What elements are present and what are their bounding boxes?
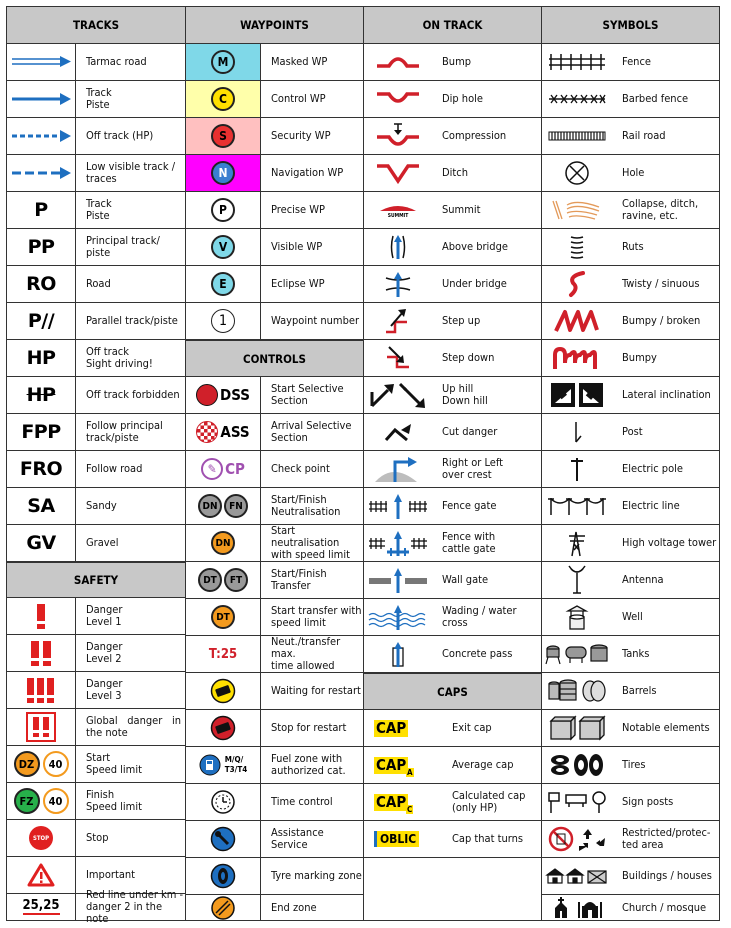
cap-row bbox=[363, 710, 542, 747]
track-label: Gravel bbox=[86, 536, 119, 549]
safety-label: Danger Level 1 bbox=[86, 603, 123, 628]
wrench-icon bbox=[186, 821, 261, 857]
step-up-icon bbox=[364, 303, 432, 339]
waypoint-label: Visible WP bbox=[271, 240, 323, 253]
track-code: GV bbox=[26, 532, 56, 554]
symbol-row bbox=[541, 895, 720, 921]
track-label: Off track (HP) bbox=[86, 129, 154, 142]
control-label: Check point bbox=[271, 462, 330, 475]
symbol-row bbox=[541, 599, 720, 636]
header-tracks: TRACKS bbox=[6, 6, 186, 44]
cap-code: CAP bbox=[376, 792, 407, 811]
waypoint-code: V bbox=[211, 235, 235, 259]
symbol-row bbox=[541, 784, 720, 821]
waypoint-label: Security WP bbox=[271, 129, 331, 142]
track-row bbox=[6, 377, 186, 414]
control-label: Start neutralisation with speed limit bbox=[271, 524, 350, 561]
wall-gate-icon bbox=[364, 562, 432, 598]
track-code: FRO bbox=[19, 458, 63, 480]
track-label: Parallel track/piste bbox=[86, 314, 178, 327]
symbol-row bbox=[541, 414, 720, 451]
on-track-row bbox=[363, 155, 542, 192]
control-label: Start/Finish Neutralisation bbox=[271, 493, 341, 518]
cap-row: CAP C Calculated cap (only HP) bbox=[363, 784, 542, 821]
symbol-row bbox=[541, 303, 720, 340]
symbol-row bbox=[541, 673, 720, 710]
control-row bbox=[185, 451, 364, 488]
safety-row bbox=[6, 635, 186, 672]
header-controls: CONTROLS bbox=[185, 340, 364, 377]
control-row bbox=[185, 784, 364, 821]
time-control-icon bbox=[186, 784, 261, 820]
on-track-label: Under bridge bbox=[442, 277, 507, 290]
off-track-arrow-icon bbox=[7, 118, 76, 154]
safety-row bbox=[6, 820, 186, 857]
track-row bbox=[6, 488, 186, 525]
transfer-icon: DT FT bbox=[186, 562, 261, 598]
waypoint-row bbox=[185, 118, 364, 155]
church-mosque-icon bbox=[542, 895, 612, 920]
track-row bbox=[6, 155, 186, 192]
up-down-hill-icon bbox=[364, 377, 432, 413]
on-track-row bbox=[363, 599, 542, 636]
control-label: Start Selective Section bbox=[271, 382, 344, 407]
symbol-label: Collapse, ditch, ravine, etc. bbox=[622, 197, 699, 222]
track-code: SA bbox=[27, 495, 55, 517]
track-row bbox=[6, 44, 186, 81]
on-track-row bbox=[363, 81, 542, 118]
control-row bbox=[185, 895, 364, 921]
symbol-label: Restricted/protec- ted area bbox=[622, 826, 711, 851]
column-symbols bbox=[541, 6, 720, 921]
safety-label: Important bbox=[86, 868, 136, 881]
control-label: Time control bbox=[271, 795, 333, 808]
on-track-row bbox=[363, 192, 542, 229]
cap-label: Exit cap bbox=[452, 721, 492, 734]
track-row bbox=[6, 229, 186, 266]
symbol-row bbox=[541, 636, 720, 673]
symbol-row bbox=[541, 192, 720, 229]
on-track-label: Compression bbox=[442, 129, 507, 142]
tyre-icon bbox=[186, 858, 261, 894]
well-icon bbox=[542, 599, 612, 635]
control-row bbox=[185, 414, 364, 451]
on-track-row bbox=[363, 488, 542, 525]
waypoint-row bbox=[185, 155, 364, 192]
safety-label: Danger Level 3 bbox=[86, 677, 123, 702]
track-label: Sandy bbox=[86, 499, 117, 512]
header-symbols: SYMBOLS bbox=[541, 6, 720, 44]
notable-elements-icon bbox=[542, 710, 612, 746]
antenna-icon bbox=[542, 562, 612, 598]
on-track-row bbox=[363, 451, 542, 488]
safety-row bbox=[6, 672, 186, 709]
control-row bbox=[185, 821, 364, 858]
symbol-label: Tires bbox=[622, 758, 646, 771]
hole-icon bbox=[542, 155, 612, 191]
on-track-label: Ditch bbox=[442, 166, 468, 179]
global-danger-icon bbox=[7, 709, 76, 745]
cap-label: Cap that turns bbox=[452, 832, 524, 845]
neutralisation-icon: DN FN bbox=[186, 488, 261, 524]
symbol-row bbox=[541, 155, 720, 192]
rail-road-icon bbox=[542, 118, 612, 154]
on-track-label: Bump bbox=[442, 55, 471, 68]
water-cross-icon bbox=[364, 599, 432, 635]
danger-level-2-icon bbox=[7, 635, 76, 671]
track-row bbox=[6, 303, 186, 340]
tarmac-road-icon bbox=[7, 44, 76, 80]
track-code: P bbox=[34, 199, 48, 221]
bumpy-broken-icon bbox=[542, 303, 612, 339]
track-row bbox=[6, 525, 186, 562]
safety-label: Danger Level 2 bbox=[86, 640, 123, 665]
on-track-row bbox=[363, 377, 542, 414]
track-row bbox=[6, 414, 186, 451]
transfer-speed-icon: DT bbox=[186, 599, 261, 635]
track-label: Off track forbidden bbox=[86, 388, 180, 401]
track-code-forbidden: HP bbox=[26, 384, 56, 406]
track-row bbox=[6, 266, 186, 303]
waypoint-label: Control WP bbox=[271, 92, 326, 105]
symbol-label: Notable elements bbox=[622, 721, 710, 734]
symbol-row bbox=[541, 229, 720, 266]
symbol-label: Well bbox=[622, 610, 643, 623]
waypoint-label: Precise WP bbox=[271, 203, 326, 216]
on-track-label: Dip hole bbox=[442, 92, 483, 105]
collapse-ravine-icon bbox=[542, 192, 612, 228]
step-down-icon bbox=[364, 340, 432, 376]
symbol-row bbox=[541, 377, 720, 414]
header-on-track: ON TRACK bbox=[363, 6, 542, 44]
post-icon bbox=[542, 414, 612, 450]
on-track-row bbox=[363, 636, 542, 673]
waypoint-code: P bbox=[211, 198, 235, 222]
legend-table bbox=[6, 6, 720, 925]
symbol-label: Ruts bbox=[622, 240, 644, 253]
electric-line-icon bbox=[542, 488, 612, 524]
safety-row bbox=[6, 709, 186, 746]
barrels-icon bbox=[542, 673, 612, 709]
high-voltage-tower-icon bbox=[542, 525, 612, 561]
symbol-row bbox=[541, 747, 720, 784]
track-label: Follow principal track/piste bbox=[86, 419, 163, 444]
over-crest-icon bbox=[364, 451, 432, 487]
track-code: RO bbox=[26, 273, 56, 295]
compression-icon bbox=[364, 118, 432, 154]
symbol-label: Twisty / sinuous bbox=[622, 277, 700, 290]
control-label: Fuel zone with authorized cat. bbox=[271, 752, 346, 777]
control-label: Stop for restart bbox=[271, 721, 347, 734]
symbol-row bbox=[541, 266, 720, 303]
track-label: Track Piste bbox=[86, 86, 112, 111]
start-speed-limit-icon: DZ 40 bbox=[7, 746, 76, 782]
track-row bbox=[6, 192, 186, 229]
track-label: Road bbox=[86, 277, 111, 290]
on-track-row bbox=[363, 266, 542, 303]
safety-row bbox=[6, 746, 186, 783]
track-row bbox=[6, 118, 186, 155]
symbol-label: Electric line bbox=[622, 499, 680, 512]
low-visible-track-arrow-icon bbox=[7, 155, 76, 191]
ditch-icon bbox=[364, 155, 432, 191]
control-row bbox=[185, 636, 364, 673]
waypoint-code: C bbox=[211, 87, 235, 111]
safety-label: Global danger in the note bbox=[86, 714, 181, 739]
symbol-row bbox=[541, 81, 720, 118]
symbol-label: Buildings / houses bbox=[622, 869, 712, 882]
on-track-label: Fence with cattle gate bbox=[442, 530, 496, 555]
control-row bbox=[185, 562, 364, 599]
safety-label: Red line under km - danger 2 in the note bbox=[86, 888, 184, 925]
waypoint-label: Navigation WP bbox=[271, 166, 344, 179]
symbol-label: Barrels bbox=[622, 684, 657, 697]
control-label: Assistance Service bbox=[271, 826, 324, 851]
oblic-code: OBLIC bbox=[374, 831, 419, 847]
on-track-label: Cut danger bbox=[442, 425, 498, 438]
concrete-pass-icon bbox=[364, 636, 432, 672]
red-underline-km: 25,25 bbox=[22, 898, 60, 913]
on-track-label: Step up bbox=[442, 314, 481, 327]
symbol-row bbox=[541, 525, 720, 562]
symbol-label: Post bbox=[622, 425, 643, 438]
control-row bbox=[185, 377, 364, 414]
cap-code: CAP bbox=[376, 718, 407, 737]
cut-danger-icon bbox=[364, 414, 432, 450]
on-track-label: Above bridge bbox=[442, 240, 508, 253]
fuel-zone-icon: M/Q/ T3/T4 bbox=[186, 747, 261, 783]
symbol-label: Antenna bbox=[622, 573, 664, 586]
control-row bbox=[185, 710, 364, 747]
track-label: Tarmac road bbox=[86, 55, 147, 68]
track-code: PP bbox=[27, 236, 55, 258]
cattle-gate-icon bbox=[364, 525, 432, 561]
bump-icon bbox=[364, 44, 432, 80]
control-label: Start transfer with speed limit bbox=[271, 604, 362, 629]
safety-label: Start Speed limit bbox=[86, 751, 142, 776]
symbol-row bbox=[541, 118, 720, 155]
track-code: P// bbox=[27, 310, 55, 332]
waypoint-label: Waypoint number bbox=[271, 314, 360, 327]
ass-icon: ASS bbox=[186, 414, 261, 450]
fence-icon bbox=[542, 44, 612, 80]
symbol-row bbox=[541, 821, 720, 858]
waypoint-row bbox=[185, 192, 364, 229]
symbol-label: Bumpy / broken bbox=[622, 314, 701, 327]
symbol-label: Barbed fence bbox=[622, 92, 689, 105]
barbed-fence-icon bbox=[542, 81, 612, 117]
waypoint-row bbox=[185, 266, 364, 303]
symbol-label: Church / mosque bbox=[622, 900, 707, 914]
waypoint-code: 1 bbox=[211, 309, 235, 333]
ruts-icon bbox=[542, 229, 612, 265]
header-caps: CAPS bbox=[363, 673, 542, 710]
on-track-label: Fence gate bbox=[442, 499, 497, 512]
control-label: Start/Finish Transfer bbox=[271, 567, 327, 592]
cap-label: Average cap bbox=[452, 758, 514, 771]
safety-row bbox=[6, 598, 186, 635]
control-label: Neut./transfer max. time allowed bbox=[271, 635, 341, 672]
on-track-label: Up hill Down hill bbox=[442, 382, 488, 407]
symbol-row bbox=[541, 562, 720, 599]
sign-posts-icon bbox=[542, 784, 612, 820]
symbol-label: Lateral inclination bbox=[622, 388, 711, 401]
on-track-row bbox=[363, 44, 542, 81]
fence-gate-icon bbox=[364, 488, 432, 524]
on-track-label: Summit bbox=[442, 203, 481, 216]
symbol-row bbox=[541, 858, 720, 895]
on-track-row bbox=[363, 118, 542, 155]
cap-row: CAP A Average cap bbox=[363, 747, 542, 784]
bumpy-icon bbox=[542, 340, 612, 376]
column-tracks bbox=[6, 6, 186, 925]
warning-triangle-icon bbox=[7, 857, 76, 893]
on-track-row bbox=[363, 562, 542, 599]
control-label: Waiting for restart bbox=[271, 684, 361, 697]
track-label: Principal track/ piste bbox=[86, 234, 160, 259]
symbol-row bbox=[541, 710, 720, 747]
on-track-row bbox=[363, 229, 542, 266]
track-label: Follow road bbox=[86, 462, 143, 475]
on-track-row bbox=[363, 525, 542, 562]
on-track-row bbox=[363, 340, 542, 377]
dip-hole-icon bbox=[364, 81, 432, 117]
symbol-label: Hole bbox=[622, 166, 645, 179]
waiting-restart-icon bbox=[186, 673, 261, 709]
symbol-label: Electric pole bbox=[622, 462, 683, 475]
on-track-label: Step down bbox=[442, 351, 495, 364]
waypoint-code: E bbox=[211, 272, 235, 296]
cap-label: Calculated cap (only HP) bbox=[452, 789, 526, 814]
safety-label: Finish Speed limit bbox=[86, 788, 142, 813]
check-point-icon: ✎ CP bbox=[186, 451, 261, 487]
safety-label: Stop bbox=[86, 831, 109, 844]
control-row bbox=[185, 599, 364, 636]
symbol-row bbox=[541, 44, 720, 81]
empty-cell bbox=[363, 858, 542, 921]
danger-level-1-icon bbox=[7, 598, 76, 634]
symbol-row bbox=[541, 488, 720, 525]
on-track-label: Wading / water cross bbox=[442, 604, 517, 629]
safety-row bbox=[6, 783, 186, 820]
stop-restart-icon bbox=[186, 710, 261, 746]
on-track-label: Wall gate bbox=[442, 573, 489, 586]
header-waypoints: WAYPOINTS bbox=[185, 6, 364, 44]
track-arrow-icon bbox=[7, 81, 76, 117]
under-bridge-icon bbox=[364, 266, 432, 302]
lateral-inclination-icon bbox=[542, 377, 612, 413]
track-row bbox=[6, 451, 186, 488]
above-bridge-icon bbox=[364, 229, 432, 265]
electric-pole-icon bbox=[542, 451, 612, 487]
waypoint-row bbox=[185, 44, 364, 81]
summit-icon: SUMMIT bbox=[364, 192, 432, 228]
control-row bbox=[185, 488, 364, 525]
column-on-track bbox=[363, 6, 542, 921]
twisty-icon bbox=[542, 266, 612, 302]
control-label: Tyre marking zone bbox=[271, 869, 362, 882]
cap-code: CAP bbox=[376, 755, 407, 774]
waypoint-label: Eclipse WP bbox=[271, 277, 325, 290]
dss-icon: DSS bbox=[186, 377, 261, 413]
symbol-label: Sign posts bbox=[622, 795, 674, 808]
end-zone-icon bbox=[186, 895, 261, 920]
restricted-area-icon bbox=[542, 821, 612, 857]
track-row bbox=[6, 81, 186, 118]
waypoint-code: M bbox=[211, 50, 235, 74]
track-row bbox=[6, 340, 186, 377]
finish-speed-limit-icon: FZ 40 bbox=[7, 783, 76, 819]
symbol-row bbox=[541, 451, 720, 488]
track-label: Off track Sight driving! bbox=[86, 345, 153, 370]
symbol-label: Bumpy bbox=[622, 351, 657, 364]
control-row bbox=[185, 858, 364, 895]
control-row bbox=[185, 747, 364, 784]
waypoint-row bbox=[185, 303, 364, 340]
cap-row bbox=[363, 821, 542, 858]
on-track-row bbox=[363, 414, 542, 451]
waypoint-row bbox=[185, 229, 364, 266]
column-waypoints bbox=[185, 6, 364, 921]
symbol-label: High voltage tower bbox=[622, 536, 717, 549]
symbol-label: Rail road bbox=[622, 129, 666, 142]
control-row bbox=[185, 673, 364, 710]
waypoint-row bbox=[185, 81, 364, 118]
tanks-icon bbox=[542, 636, 612, 672]
control-row bbox=[185, 525, 364, 562]
stop-sign-icon: STOP bbox=[7, 820, 76, 856]
neutralisation-speed-icon: DN bbox=[186, 525, 261, 561]
header-safety: SAFETY bbox=[6, 562, 186, 598]
danger-level-3-icon bbox=[7, 672, 76, 708]
on-track-label: Right or Left over crest bbox=[442, 456, 504, 481]
track-code: FPP bbox=[21, 421, 61, 443]
on-track-label: Concrete pass bbox=[442, 647, 513, 660]
control-label: End zone bbox=[271, 900, 317, 914]
safety-row bbox=[6, 888, 186, 925]
track-label: Low visible track / traces bbox=[86, 160, 176, 185]
symbol-row bbox=[541, 340, 720, 377]
control-label: Arrival Selective Section bbox=[271, 419, 352, 444]
track-label: Track Piste bbox=[86, 197, 112, 222]
waypoint-code: S bbox=[211, 124, 235, 148]
max-time-code: T:25 bbox=[208, 646, 238, 662]
symbol-label: Fence bbox=[622, 55, 651, 68]
buildings-icon bbox=[542, 858, 612, 894]
symbol-label: Tanks bbox=[622, 647, 650, 660]
on-track-row bbox=[363, 303, 542, 340]
waypoint-code: N bbox=[211, 161, 235, 185]
track-code: HP bbox=[26, 347, 56, 369]
tires-icon bbox=[542, 747, 612, 783]
waypoint-label: Masked WP bbox=[271, 55, 328, 68]
